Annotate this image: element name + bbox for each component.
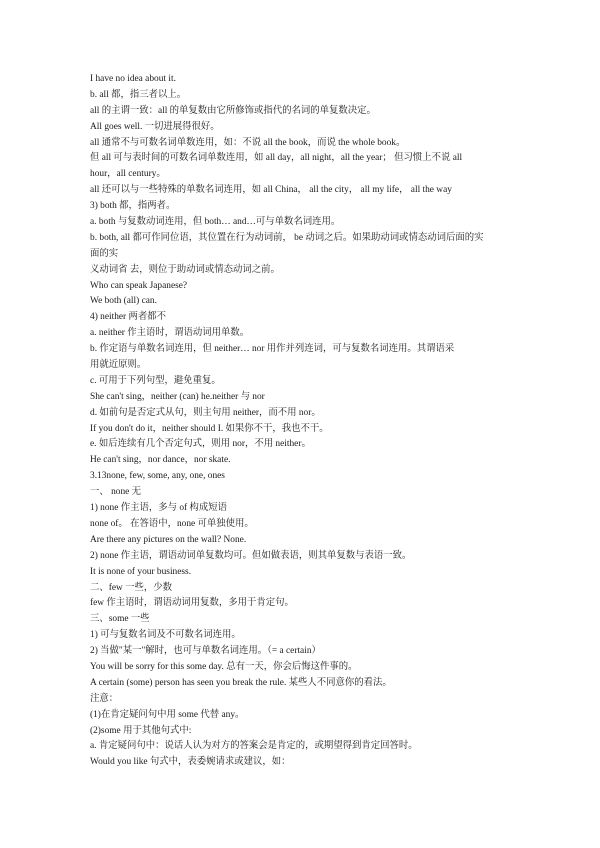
text-line: a. both 与复数动词连用，但 both… and…可与单数名词连用。 — [90, 217, 341, 228]
text-line: 2) 当做"某一"解时，也可与单数名词连用。（= a certain） — [90, 646, 321, 657]
text-line: 面的实 — [90, 248, 119, 259]
text-line: Who can speak Japanese? — [90, 280, 188, 291]
text-line: 1) none 作主语，多与 of 构成短语 — [90, 503, 227, 514]
text-line: She can't sing，neither (can) he.neither 与 nor — [90, 391, 265, 402]
text-line: b. both, all 都可作同位语，其位置在行为动词前， be 动词之后。如果助动词或情态动词后面的实 — [90, 232, 484, 243]
text-line: 三、some 一些 — [90, 614, 150, 625]
text-line: hour，all century。 — [90, 169, 166, 180]
section-heading: 3.13none, few, some, any, one, ones — [90, 471, 225, 482]
text-line: 但 all 可与表时间的可数名词单数连用，如 all day，all night，all the year； 但习惯上不说 all — [90, 153, 463, 164]
text-line: He can't sing，nor dance，nor skate. — [90, 455, 231, 466]
text-line: all 通常不与可数名词单数连用，如：不说 all the book，而说 the whole book。 — [90, 137, 406, 148]
text-line: b. all 都，指三者以上。 — [90, 89, 187, 100]
text-line: 4) neither 两者都不 — [90, 312, 167, 323]
text-line: 义动词省 去，则位于助动词或情态动词之前。 — [90, 264, 280, 275]
text-line: a. neither 作主语时，谓语动词用单数。 — [90, 328, 250, 339]
text-line: (1)在肯定疑问句中用 some 代替 any。 — [90, 709, 245, 720]
text-line: all 还可以与一些特殊的单数名词连用，如 all China， all the city， all my life， all the way — [90, 185, 452, 196]
text-line: Would you like 句式中，表委婉请求或建议，如： — [90, 757, 291, 768]
text-line: a. 肯定疑问句中：说话人认为对方的答案会是肯定的，或期望得到肯定回答时。 — [90, 741, 418, 752]
text-line: 一、 none 无 — [90, 487, 142, 498]
text-line: I have no idea about it. — [90, 74, 176, 84]
text-line: none of。 在答语中，none 可单独使用。 — [90, 518, 254, 529]
text-line: A certain (some) person has seen you break the rule. 某些人不同意你的看法。 — [90, 677, 392, 688]
text-line: b. 作定语与单数名词连用，但 neither… nor 用作并列连词，可与复数名词连用。其谓语采 — [90, 344, 455, 355]
text-line: c. 可用于下列句型，避免重复。 — [90, 375, 221, 386]
text-line: Are there any pictures on the wall? None. — [90, 534, 247, 545]
text-line: You will be sorry for this some day. 总有一天，你会后悔这件事的。 — [90, 661, 358, 672]
text-line: (2)some 用于其他句式中: — [90, 725, 192, 736]
text-line: All goes well. 一切进展得很好。 — [90, 121, 220, 132]
text-line: We both (all) can. — [90, 296, 157, 307]
text-line: 1) 可与复数名词及不可数名词连用。 — [90, 630, 241, 641]
text-line: 二、few 一些，少数 — [90, 582, 173, 593]
text-line: few 作主语时，谓语动词用复数，多用于肯定句。 — [90, 598, 294, 609]
text-line: e. 如后连续有几个否定句式，则用 nor，不用 neither。 — [90, 439, 311, 450]
text-line: It is none of your business. — [90, 566, 192, 577]
text-line: 3) both 都，指两者。 — [90, 201, 176, 212]
text-line: all 的主谓一致：all 的单复数由它所修饰或指代的名词的单复数决定。 — [90, 105, 376, 116]
text-line: 用就近原则。 — [90, 360, 147, 371]
document-page — [90, 72, 515, 771]
text-line: 2) none 作主语，谓语动词单复数均可。但如做表语，则其单复数与表语一致。 — [90, 550, 412, 561]
text-line: 注意： — [90, 693, 119, 704]
text-line: d. 如前句是否定式从句，则主句用 neither，而不用 nor。 — [90, 407, 321, 418]
text-line: If you don't do it，neither should I. 如果你不干，我也不干。 — [90, 423, 329, 434]
